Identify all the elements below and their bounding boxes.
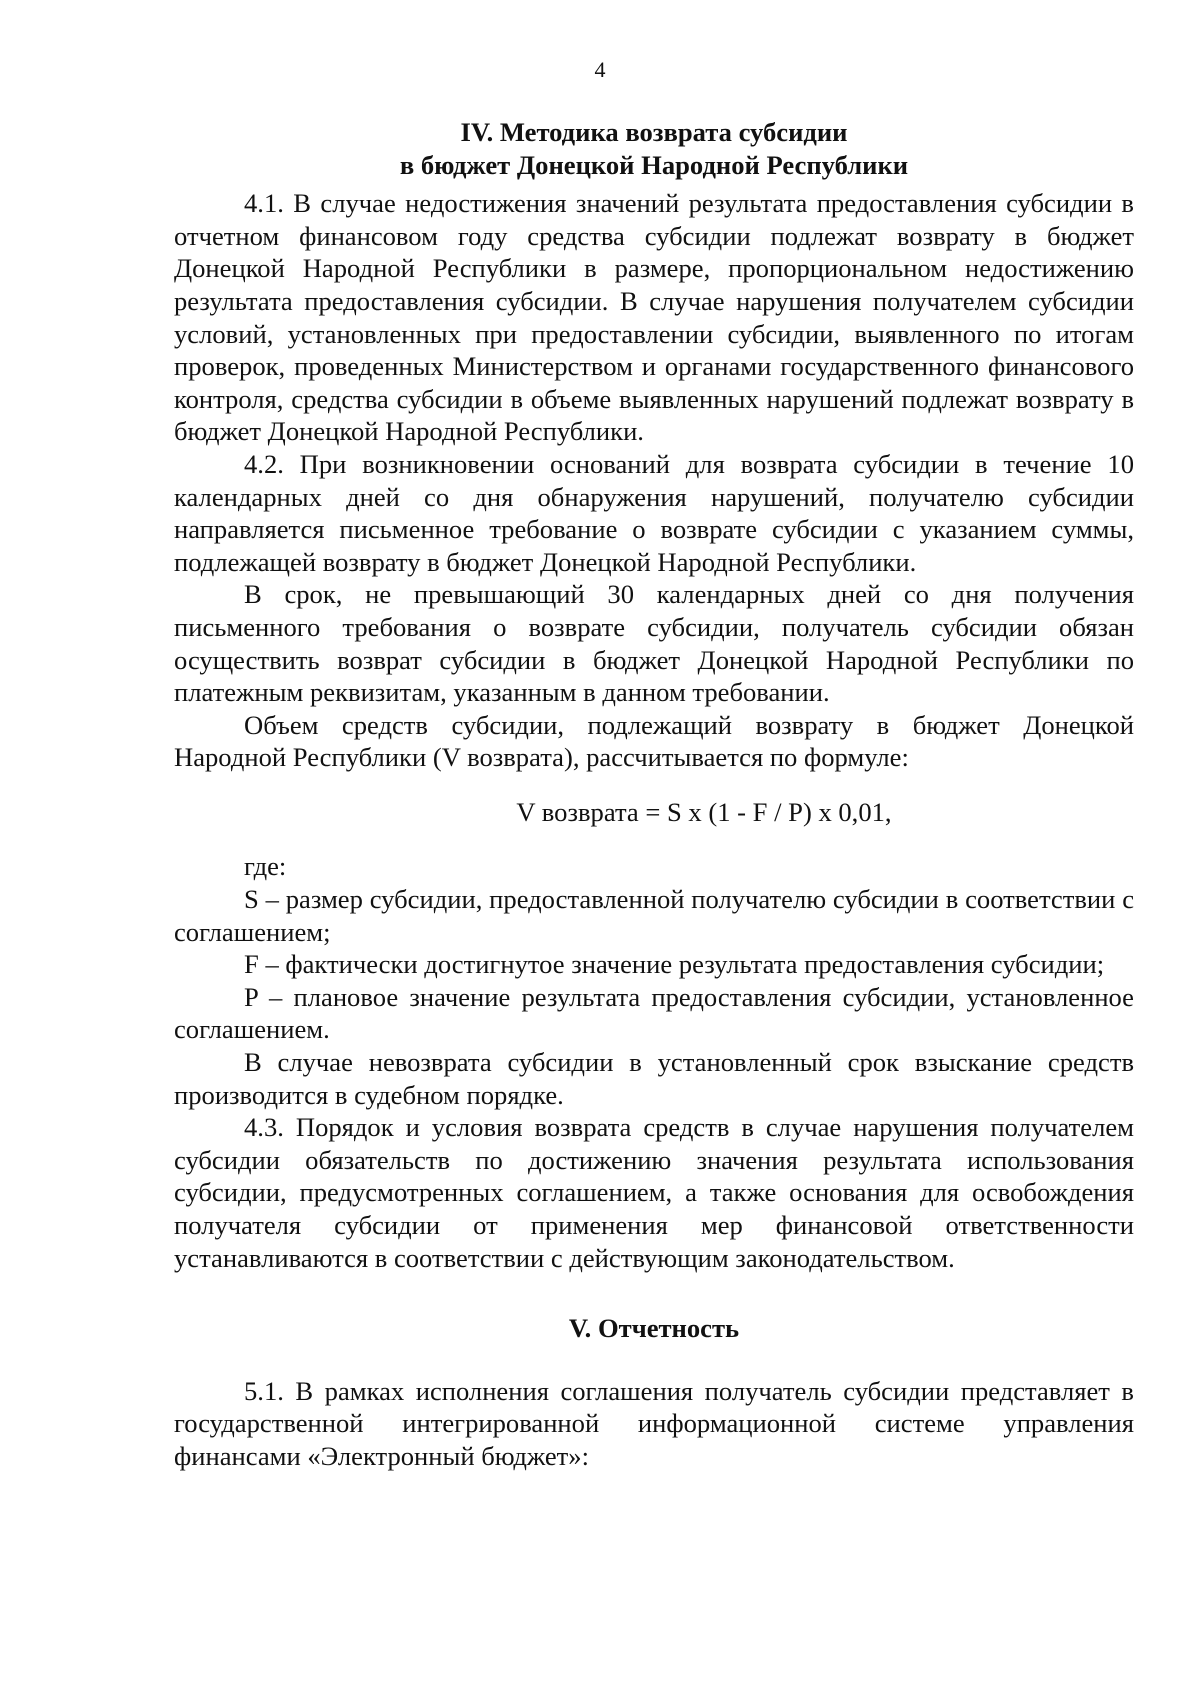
section-4-heading (174, 116, 1134, 181)
definition-s: S – размер субсидии, предоставленной получателю субсидии в соответствии с соглашением; (174, 884, 1134, 947)
section-4-title-line-1: IV. Методика возврата субсидии (460, 117, 848, 147)
paragraph-5-1: 5.1. В рамках исполнения соглашения получатель субсидии представляет в государственной интегрированной информационной системе управления финансами «Электронный бюджет»: (174, 1375, 1134, 1471)
document-body (174, 116, 1134, 1473)
page-number: 4 (594, 57, 606, 82)
paragraph-return-term: В срок, не превышающий 30 календарных дней со дня получения письменного требования о возврате субсидии, получатель субсидии обязан осуществить возврат субсидии в бюджет Донецкой Народной Республики по платежным реквизитам, указанным в данном требовании. (174, 579, 1134, 708)
return-formula: V возврата = S x (1 - F / P) x 0,01, (516, 796, 892, 827)
paragraph-court-recovery: В случае невозврата субсидии в установленный срок взыскание средств производится в судебном порядке. (174, 1047, 1134, 1110)
formula-where-label: где: (244, 851, 287, 882)
paragraph-4-3: 4.3. Порядок и условия возврата средств в случае нарушения получателем субсидии обязательств по достижению значения результата использования субсидии, предусмотренных соглашением, а также основания для освобождения получателя субсидии от применения мер финансовой ответственности устанавливаются в соответствии с действующим законодательством. (174, 1112, 1134, 1273)
paragraph-4-1: 4.1. В случае недостижения значений результата предоставления субсидии в отчетном финансовом году средства субсидии подлежат возврату в бюджет Донецкой Народной Республики в размере, пропорциональном недостижению результата предоставления субсидии. В случае нарушения получателем субсидии условий, установленных при предоставлении субсидии, выявленного по итогам проверок, проведенных Министерством и органами государственного финансового контроля, средства субсидии в объеме выявленных нарушений подлежат возврату в бюджет Донецкой Народной Республики. (174, 188, 1134, 447)
paragraph-4-2: 4.2. При возникновении оснований для возврата субсидии в течение 10 календарных дней со дня обнаружения нарушений, получателю субсидии направляется письменное требование о возврате субсидии с указанием суммы, подлежащей возврату в бюджет Донецкой Народной Республики. (174, 448, 1134, 577)
definition-f: F – фактически достигнутое значение результата предоставления субсидии; (244, 949, 1105, 980)
paragraph-return-volume: Объем средств субсидии, подлежащий возврату в бюджет Донецкой Народной Республики (V возврата), рассчитывается по формуле: (174, 709, 1134, 773)
definition-p: P – плановое значение результата предоставления субсидии, установленное соглашением. (174, 981, 1134, 1045)
section-4-title-line-2: в бюджет Донецкой Народной Республики (399, 149, 909, 180)
section-5-heading: V. Отчетность (568, 1313, 740, 1344)
